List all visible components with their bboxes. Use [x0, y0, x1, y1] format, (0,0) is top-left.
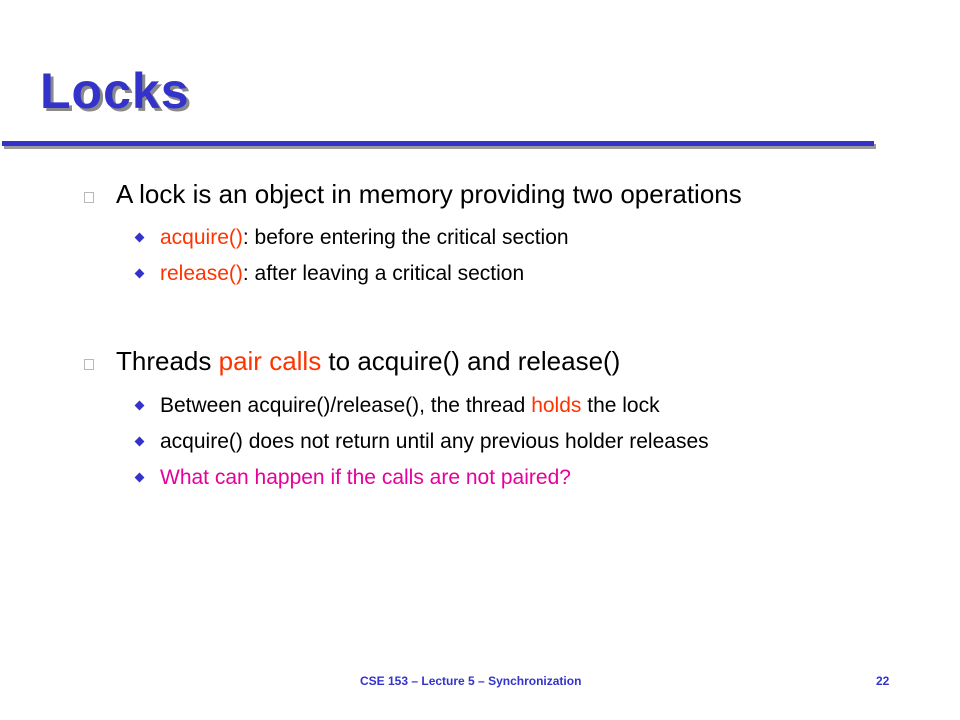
bullet-2-sub-2: acquire() does not return until any previous holder releases [160, 430, 709, 453]
bullet-2-post: to acquire() and release() [321, 346, 621, 376]
pair-calls-highlight: pair calls [218, 346, 322, 376]
slide-title: Locks [40, 63, 190, 119]
page-number: 22 [876, 674, 890, 688]
title-underline [2, 141, 874, 146]
diamond-bullet-icon [135, 473, 145, 483]
bullet-1-sub-1-text: : before entering the critical section [242, 226, 569, 249]
bullet-2-sub-3-question: What can happen if the calls are not paired? [160, 466, 571, 489]
bullet-2-sub-1-pre: Between acquire()/release(), the thread [160, 394, 532, 417]
bullet-1-sub-2 [160, 263, 524, 284]
diamond-bullet-icon [135, 269, 145, 279]
bullet-1-sub-1 [160, 227, 569, 248]
bullet-2-sub-1-post: the lock [581, 394, 660, 417]
acquire-highlight: acquire() [160, 226, 243, 249]
bullet-2-sub-1 [160, 395, 660, 416]
bullet-2 [116, 348, 620, 374]
diamond-bullet-icon [135, 233, 145, 243]
bullet-1-sub-2-text: : after leaving a critical section [242, 262, 525, 285]
square-bullet-icon [84, 192, 94, 203]
diamond-bullet-icon [135, 437, 145, 447]
holds-highlight: holds [531, 394, 582, 417]
bullet-2-pre: Threads [116, 346, 219, 376]
slide-footer: CSE 153 – Lecture 5 – Synchronization [360, 674, 582, 688]
square-bullet-icon [84, 359, 94, 370]
release-highlight: release() [160, 262, 243, 285]
diamond-bullet-icon [135, 401, 145, 411]
bullet-1: A lock is an object in memory providing two operations [116, 179, 742, 209]
